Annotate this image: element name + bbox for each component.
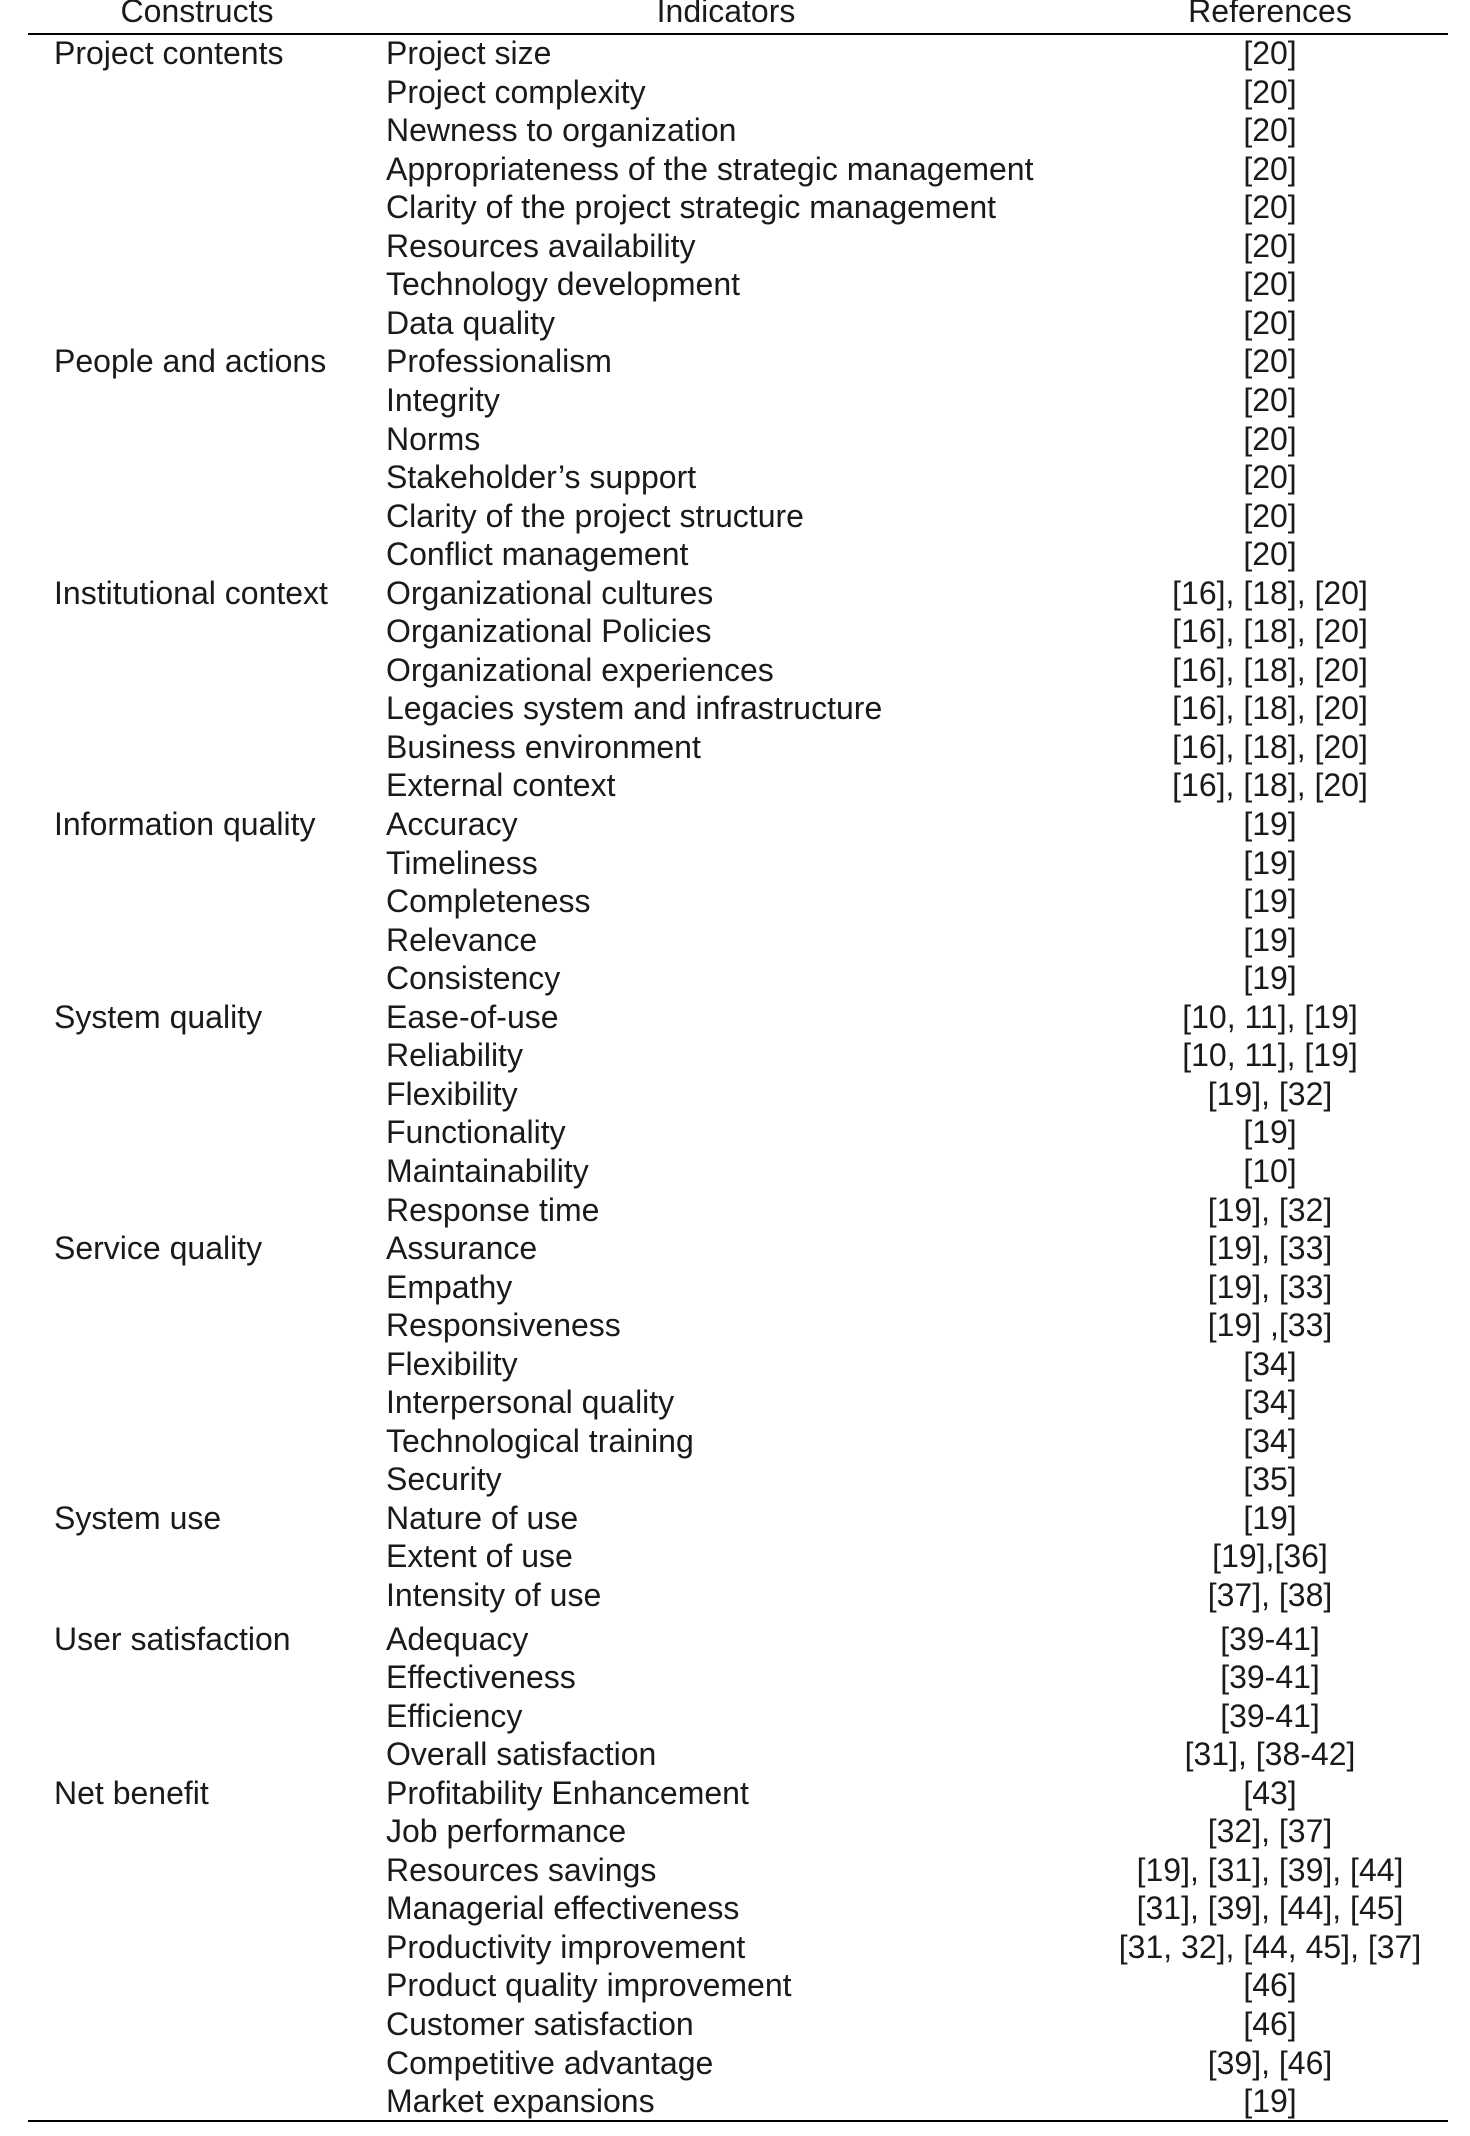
construct-label: System use [54,1500,222,1536]
reference-cell: [19] [1243,845,1297,881]
reference-cell: [20] [1243,35,1297,71]
indicator-label: Maintainability [386,1153,589,1189]
indicator-label: Accuracy [386,806,518,842]
reference-cell: [20] [1243,459,1297,495]
reference-cell: [32], [37] [1207,1813,1333,1849]
indicator-label: Appropriateness of the strategic management [386,151,1034,187]
reference-cell: [20] [1243,266,1297,302]
indicator-label: Adequacy [386,1621,529,1657]
reference-cell: [20] [1243,421,1297,457]
indicator-label: Flexibility [386,1076,518,1112]
reference-cell: [19], [33] [1207,1269,1333,1305]
construct-label: People and actions [54,343,327,379]
indicator-label: Project size [386,35,552,71]
construct-label: Project contents [54,35,284,71]
indicator-label: Conflict management [386,536,689,572]
indicator-label: Profitability Enhancement [386,1775,749,1811]
reference-cell: [31], [38-42] [1184,1736,1356,1772]
indicator-label: Resources availability [386,228,696,264]
indicator-label: Security [386,1461,502,1497]
reference-cell: [20] [1243,189,1297,225]
indicator-label: Organizational cultures [386,575,714,611]
indicator-label: Effectiveness [386,1659,576,1695]
reference-cell: [10, 11], [19] [1182,1037,1358,1073]
reference-cell: [34] [1243,1423,1297,1459]
reference-cell: [39-41] [1220,1698,1320,1734]
construct-label: User satisfaction [54,1621,291,1657]
indicator-label: Productivity improvement [386,1929,746,1965]
reference-cell: [19], [32] [1207,1192,1333,1228]
reference-cell: [20] [1243,498,1297,534]
reference-cell: [16], [18], [20] [1172,575,1368,611]
reference-cell: [16], [18], [20] [1172,729,1368,765]
indicator-label: Stakeholder’s support [386,459,697,495]
construct-label: Service quality [54,1230,263,1266]
indicator-label: Consistency [386,960,561,996]
indicator-label: Legacies system and infrastructure [386,690,883,726]
indicator-label: Resources savings [386,1852,657,1888]
reference-cell: [16], [18], [20] [1172,767,1368,803]
indicator-label: External context [386,767,616,803]
reference-cell: [10, 11], [19] [1182,999,1358,1035]
indicator-label: Extent of use [386,1538,573,1574]
header-indicators: Indicators [656,0,796,29]
indicator-label: Professionalism [386,343,612,379]
construct-label: Information quality [54,806,316,842]
indicator-label: Market expansions [386,2083,655,2119]
reference-cell: [19],[36] [1212,1538,1328,1574]
reference-cell: [37], [38] [1207,1577,1333,1613]
reference-cell: [19], [32] [1207,1076,1333,1112]
indicator-label: Relevance [386,922,538,958]
indicator-label: Reliability [386,1037,523,1073]
reference-cell: [20] [1243,151,1297,187]
indicator-label: Project complexity [386,74,646,110]
reference-cell: [19] [1243,1500,1297,1536]
reference-cell: [19] [1243,922,1297,958]
indicator-label: Managerial effectiveness [386,1890,740,1926]
indicator-label: Intensity of use [386,1577,602,1613]
indicator-label: Clarity of the project strategic management [386,189,997,225]
reference-cell: [39], [46] [1207,2045,1333,2081]
indicator-label: Technological training [386,1423,694,1459]
reference-cell: [34] [1243,1346,1297,1382]
indicator-label: Assurance [386,1230,538,1266]
reference-cell: [19] [1243,2083,1297,2119]
indicator-label: Technology development [386,266,741,302]
reference-cell: [43] [1243,1775,1297,1811]
header-constructs: Constructs [120,0,274,29]
reference-cell: [19] ,[33] [1207,1307,1333,1343]
reference-cell: [16], [18], [20] [1172,652,1368,688]
indicator-label: Data quality [386,305,555,341]
indicator-label: Organizational Policies [386,613,712,649]
indicator-label: Functionality [386,1114,566,1150]
reference-cell: [20] [1243,343,1297,379]
reference-cell: [20] [1243,112,1297,148]
reference-cell: [10] [1243,1153,1297,1189]
indicator-label: Completeness [386,883,591,919]
reference-cell: [16], [18], [20] [1172,613,1368,649]
reference-cell: [20] [1243,228,1297,264]
indicator-label: Integrity [386,382,500,418]
reference-cell: [19] [1243,883,1297,919]
indicator-label: Efficiency [386,1698,523,1734]
construct-label: Net benefit [54,1775,209,1811]
reference-cell: [46] [1243,2006,1297,2042]
indicator-label: Product quality improvement [386,1967,792,2003]
reference-cell: [20] [1243,536,1297,572]
indicator-label: Flexibility [386,1346,518,1382]
indicator-label: Clarity of the project structure [386,498,804,534]
construct-label: System quality [54,999,263,1035]
indicator-label: Competitive advantage [386,2045,714,2081]
indicator-label: Interpersonal quality [386,1384,675,1420]
reference-cell: [19], [33] [1207,1230,1333,1266]
reference-cell: [20] [1243,382,1297,418]
reference-cell: [34] [1243,1384,1297,1420]
reference-cell: [19] [1243,960,1297,996]
indicator-label: Nature of use [386,1500,579,1536]
indicator-label: Business environment [386,729,701,765]
reference-cell: [46] [1243,1967,1297,2003]
bottom-rule [28,2120,1448,2122]
indicator-label: Ease-of-use [386,999,559,1035]
indicator-label: Empathy [386,1269,513,1305]
indicator-label: Norms [386,421,481,457]
reference-cell: [31, 32], [44, 45], [37] [1118,1929,1422,1965]
indicator-label: Overall satisfaction [386,1736,657,1772]
indicator-label: Timeliness [386,845,538,881]
header-references: References [1188,0,1352,29]
reference-cell: [20] [1243,74,1297,110]
reference-cell: [16], [18], [20] [1172,690,1368,726]
reference-cell: [31], [39], [44], [45] [1136,1890,1404,1926]
construct-label: Institutional context [54,575,328,611]
reference-cell: [19], [31], [39], [44] [1136,1852,1404,1888]
indicator-label: Newness to organization [386,112,737,148]
indicator-label: Responsiveness [386,1307,621,1343]
reference-cell: [39-41] [1220,1659,1320,1695]
indicator-label: Job performance [386,1813,627,1849]
reference-cell: [20] [1243,305,1297,341]
reference-cell: [35] [1243,1461,1297,1497]
indicator-label: Customer satisfaction [386,2006,694,2042]
reference-cell: [39-41] [1220,1621,1320,1657]
indicator-label: Organizational experiences [386,652,774,688]
reference-cell: [19] [1243,1114,1297,1150]
indicator-label: Response time [386,1192,600,1228]
reference-cell: [19] [1243,806,1297,842]
